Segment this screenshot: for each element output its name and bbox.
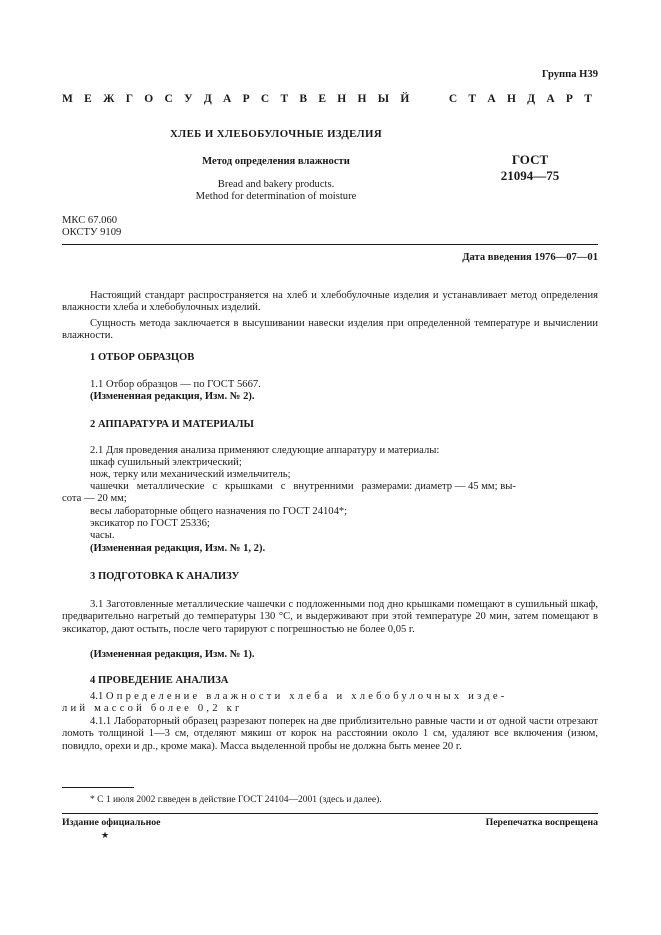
english-title-line1: Bread and bakery products.	[217, 179, 335, 190]
document-title: ХЛЕБ И ХЛЕБОБУЛОЧНЫЕ ИЗДЕЛИЯ	[169, 128, 383, 140]
subsection-4-1-heading	[90, 691, 598, 703]
intro-paragraph-1: Настоящий стандарт распространяется на хлеб и хлебобулочные изделия и устанавливает метод определения влажности хлеба и хлебобулочных изделий.	[62, 290, 598, 314]
section-1-title: 1 ОТБОР ОБРАЗЦОВ	[90, 352, 195, 363]
okstu-code: ОКСТУ 9109	[62, 227, 122, 238]
reprint-prohibited-label: Перепечатка воспрещена	[485, 817, 598, 828]
mks-code: МКС 67.060	[62, 215, 118, 226]
star-icon: ★	[101, 830, 110, 840]
section-2-title: 2 АППАРАТУРА И МАТЕРИАЛЫ	[90, 419, 254, 430]
section-2-edit-note: (Измененная редакция, Изм. № 1, 2).	[90, 543, 266, 554]
equipment-item: чашечки металлические с крышками с внутренними размерами: диаметр — 45 мм; вы-	[90, 481, 516, 492]
section-2-paragraph: 2.1 Для проведения анализа применяют следующие аппаратуру и материалы:	[90, 445, 440, 456]
official-edition-label: Издание официальное	[62, 817, 161, 828]
equipment-item-continued: сота — 20 мм;	[62, 493, 127, 504]
footer-divider	[62, 813, 598, 814]
footnote-divider	[62, 787, 134, 788]
header-divider	[62, 244, 598, 245]
method-subtitle: Метод определения влажности	[202, 156, 350, 167]
equipment-item: весы лабораторные общего назначения по ГОСТ 24104*;	[90, 506, 348, 517]
english-title-line2: Method for determination of moisture	[195, 191, 357, 202]
group-label: Группа Н39	[541, 69, 598, 80]
intro-date: Дата введения 1976—07—01	[462, 252, 598, 263]
section-3-title: 3 ПОДГОТОВКА К АНАЛИЗУ	[90, 571, 240, 582]
section-3-edit-note: (Измененная редакция, Изм. № 1).	[90, 649, 255, 660]
section-4-paragraph: 4.1.1 Лабораторный образец разрезают поперек на две приблизительно равные части и от одной части отрезают ломоть толщиной 1—3 см, отделяют мякиш от корок на расстоянии около 1 см, удаляют все включения (изюм, повидло, орехи и др., кроме мака). Масса выделенной пробы не должна быть менее 20 г.	[62, 716, 598, 752]
section-4-title: 4 ПРОВЕДЕНИЕ АНАЛИЗА	[90, 675, 229, 686]
intro-paragraph-2: Сущность метода заключается в высушивании навески изделия при определенной температуре и вычислении влажности.	[62, 318, 598, 342]
subsection-title-line2: лий массой более 0,2 кг	[62, 703, 243, 714]
equipment-item: нож, терку или механический измельчитель;	[90, 469, 291, 480]
subsection-title-line1: Определение влажности хлеба и хлебобулочных изде-	[105, 691, 508, 702]
gost-label: ГОСТ	[511, 152, 549, 167]
equipment-item: часы.	[90, 530, 115, 541]
section-1-edit-note: (Измененная редакция, Изм. № 2).	[90, 391, 255, 402]
section-3-paragraph: 3.1 Заготовленные металлические чашечки с подложенными под дно крышками помещают в сушильный шкаф, предварительно нагретый до температуры 130 °С, и выдерживают при этой температуре 20 мин, затем помещают в эксикатор, дают остыть, после чего тарируют с погрешностью не более 0,05 г.	[62, 599, 598, 635]
footnote: * С 1 июля 2002 г.введен в действие ГОСТ 24104—2001 (здесь и далее).	[90, 795, 382, 805]
section-1-paragraph: 1.1 Отбор образцов — по ГОСТ 5667.	[90, 379, 261, 390]
equipment-item: эксикатор по ГОСТ 25336;	[90, 518, 210, 529]
standard-banner: М Е Ж Г О С У Д А Р С Т В Е Н Н Ы Й С Т А Н Д А Р Т	[62, 93, 597, 105]
subsection-number: 4.1	[90, 691, 104, 702]
equipment-item: шкаф сушильный электрический;	[90, 457, 242, 468]
gost-number: 21094—75	[500, 168, 560, 183]
